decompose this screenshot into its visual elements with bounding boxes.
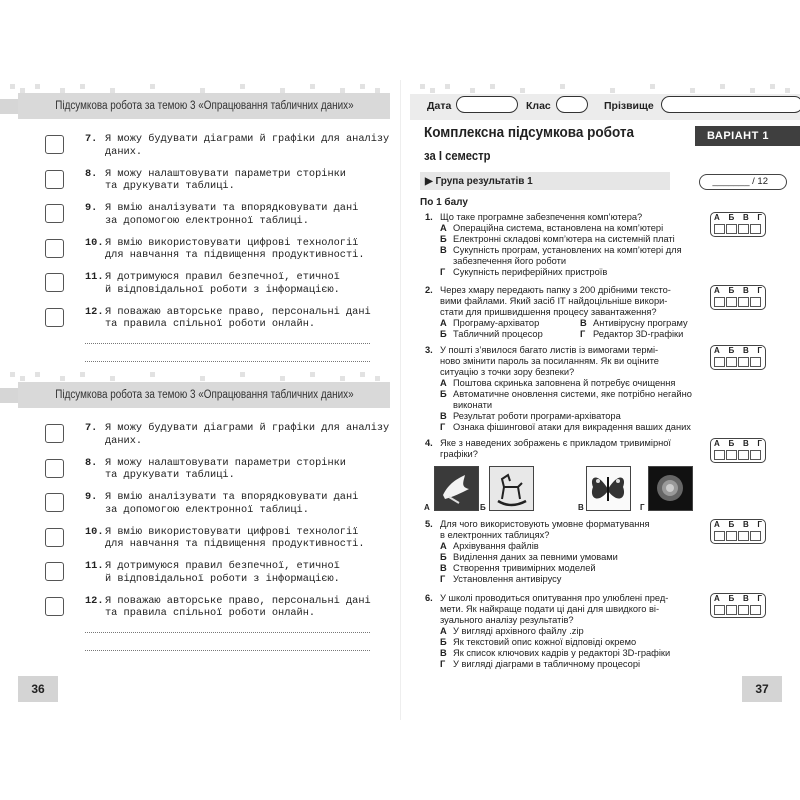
option-letter: А xyxy=(440,378,447,388)
butterfly-image xyxy=(586,466,631,511)
self-assessment-item xyxy=(45,168,375,192)
answer-letter: Г xyxy=(757,213,762,222)
self-check-box[interactable] xyxy=(45,273,64,292)
option-letter: Б xyxy=(440,389,447,399)
option-text: Як текстовий опис кожної відповіді окремо xyxy=(453,637,637,647)
answer-option xyxy=(440,574,700,585)
answer-letter: А xyxy=(714,346,720,355)
question-6 xyxy=(425,593,700,670)
answer-letter: Б xyxy=(728,594,735,603)
answer-cell[interactable] xyxy=(714,357,725,367)
answer-letter: В xyxy=(742,213,749,222)
self-assessment-item xyxy=(45,422,390,447)
question-number: 4. xyxy=(425,438,433,448)
option-text: Електронні складові комп’ютера на системній платі xyxy=(453,234,675,244)
answer-option xyxy=(440,637,700,648)
answer-option xyxy=(440,378,700,389)
item-number: 7. xyxy=(85,133,98,145)
option-letter: А xyxy=(440,541,447,551)
answer-letter: А xyxy=(714,520,720,529)
answer-cell[interactable] xyxy=(738,605,749,615)
question-number: 5. xyxy=(425,519,433,529)
answer-option xyxy=(440,659,700,670)
answer-cell[interactable] xyxy=(714,531,725,541)
answer-cell[interactable] xyxy=(750,531,761,541)
answer-letter: А xyxy=(714,594,720,603)
answer-cell[interactable] xyxy=(714,297,725,307)
answer-letter: Б xyxy=(728,286,735,295)
option-text: Поштова скринька заповнена й потребує очищення xyxy=(453,378,676,388)
answer-letter: Г xyxy=(757,286,762,295)
self-check-box[interactable] xyxy=(45,424,64,443)
item-text: Я вмію аналізувати та впорядковувати дані за допомогою електронної таблиці. xyxy=(105,491,359,516)
points-section-label: По 1 балу xyxy=(420,197,468,208)
option-text: Сукупність периферійних пристроїв xyxy=(453,267,608,277)
book-spine xyxy=(400,80,401,720)
item-number: 9. xyxy=(85,202,98,214)
option-text: У вигляді діаграми в табличному процесорі xyxy=(453,659,641,669)
question-text: Що таке програмне забезпечення комп’ютера? xyxy=(440,212,643,222)
option-text: Антивірусну програму xyxy=(593,318,688,328)
answer-option xyxy=(440,234,700,245)
answer-option xyxy=(440,648,700,659)
answer-letter: Г xyxy=(757,520,762,529)
answer-box xyxy=(710,212,766,237)
answer-cell[interactable] xyxy=(714,605,725,615)
answer-option-row xyxy=(440,318,700,329)
image-label-a: А xyxy=(424,503,430,512)
item-text: Я можу налаштовувати параметри сторінки та друкувати таблиці. xyxy=(105,167,346,192)
self-assessment-item xyxy=(45,306,375,330)
option-letter: В xyxy=(440,648,447,658)
answer-cell[interactable] xyxy=(738,297,749,307)
answer-box xyxy=(710,519,766,544)
option-text: Виділення даних за певними умовами xyxy=(453,552,618,562)
question-3 xyxy=(425,345,700,433)
option-letter: В xyxy=(440,411,447,421)
answer-cell[interactable] xyxy=(738,450,749,460)
answer-box xyxy=(710,345,766,370)
self-check-box[interactable] xyxy=(45,597,64,616)
answer-cell[interactable] xyxy=(726,357,737,367)
option-letter: Г xyxy=(440,267,446,277)
results-group-header: ▶ Група результатів 1 xyxy=(420,172,670,190)
answer-option xyxy=(440,541,700,552)
question-text: Для чого використовують умовне форматування в електронних таблицях? xyxy=(440,519,650,540)
dove-image xyxy=(434,466,479,511)
option-letter: В xyxy=(440,245,447,255)
date-field[interactable] xyxy=(456,96,518,113)
test-title: Комплексна підсумкова робота xyxy=(424,124,635,141)
item-number: 9. xyxy=(85,491,98,503)
option-letter: Г xyxy=(580,329,586,339)
self-assessment-item xyxy=(45,491,375,515)
answer-cell[interactable] xyxy=(738,531,749,541)
self-assessment-header xyxy=(18,382,390,408)
answer-option xyxy=(440,411,700,422)
notes-line xyxy=(85,343,370,344)
self-check-box[interactable] xyxy=(45,562,64,581)
answer-cell[interactable] xyxy=(726,450,737,460)
test-subtitle: за І семестр xyxy=(424,149,491,163)
class-field[interactable] xyxy=(556,96,588,113)
answer-letter: Б xyxy=(728,520,735,529)
notes-line xyxy=(85,361,370,362)
answer-box xyxy=(710,285,766,310)
answer-cells xyxy=(714,605,761,615)
answer-box-letters xyxy=(714,213,762,222)
answer-box-letters xyxy=(714,520,762,529)
question-5 xyxy=(425,519,700,585)
self-assessment-item xyxy=(45,595,375,619)
answer-option xyxy=(440,422,700,433)
class-label: Клас xyxy=(526,100,551,112)
self-check-box[interactable] xyxy=(45,459,64,478)
answer-option xyxy=(440,223,700,234)
answer-letter: В xyxy=(742,594,749,603)
item-text: Я поважаю авторське право, персональні дані та правила спільної роботи онлайн. xyxy=(105,594,371,619)
answer-letter: В xyxy=(742,439,749,448)
answer-letter: А xyxy=(714,286,720,295)
question-2 xyxy=(425,285,700,340)
answer-letter: Г xyxy=(757,594,762,603)
option-text: Програму-архіватор xyxy=(453,318,540,328)
item-number: 10. xyxy=(85,236,104,249)
margin-tab xyxy=(0,388,18,403)
item-text: Я дотримуюся правил безпечної, етичної й відповідальної роботи з інформацією. xyxy=(105,560,340,585)
answer-letter: Г xyxy=(757,439,762,448)
option-letter: Б xyxy=(440,637,447,647)
item-number: 12. xyxy=(85,594,104,607)
item-text: Я вмію використовувати цифрові технології для навчання та підвищення продуктивності. xyxy=(105,236,365,261)
answer-cell[interactable] xyxy=(714,224,725,234)
self-assessment-item xyxy=(45,526,375,550)
option-letter: Г xyxy=(440,659,446,669)
answer-option-row xyxy=(440,329,700,340)
answer-option xyxy=(440,267,700,278)
item-number: 8. xyxy=(85,167,98,180)
self-check-box[interactable] xyxy=(45,308,64,327)
answer-letter: В xyxy=(742,286,749,295)
answer-box-letters xyxy=(714,439,762,448)
item-text: Я вмію аналізувати та впорядковувати дані за допомогою електронної таблиці. xyxy=(105,202,359,227)
image-label-b: Б xyxy=(480,503,486,512)
item-number: 11. xyxy=(85,271,104,283)
option-text: Сукупність програм, установлених на комп’ютері для забезпечення його роботи xyxy=(453,245,682,266)
answer-cells xyxy=(714,531,761,541)
option-text: Результат роботи програми-архіватора xyxy=(453,411,621,421)
answer-letter: Г xyxy=(757,346,762,355)
margin-tab xyxy=(0,99,18,114)
answer-cell[interactable] xyxy=(738,224,749,234)
item-text: Я можу будувати діаграми й графіки для аналізу даних. xyxy=(105,422,390,447)
answer-option xyxy=(440,329,543,340)
item-text: Я дотримуюся правил безпечної, етичної й відповідальної роботи з інформацією. xyxy=(105,271,340,296)
notes-line xyxy=(85,650,370,651)
answer-option xyxy=(440,318,539,329)
item-number: 7. xyxy=(85,422,98,434)
option-letter: А xyxy=(440,223,447,233)
answer-box xyxy=(710,438,766,463)
item-number: 10. xyxy=(85,525,104,538)
self-assessment-header xyxy=(18,93,390,119)
answer-cell[interactable] xyxy=(750,450,761,460)
answer-cells xyxy=(714,224,761,234)
option-letter: Г xyxy=(440,422,446,432)
answer-cell[interactable] xyxy=(738,357,749,367)
question-text: Яке з наведених зображень є прикладом тривимірної графіки? xyxy=(440,438,672,459)
answer-letter: В xyxy=(742,520,749,529)
answer-cell[interactable] xyxy=(750,224,761,234)
option-text: Операційна система, встановлена на комп’ютері xyxy=(453,223,664,233)
option-text: Табличний процесор xyxy=(453,329,543,339)
answer-cell[interactable] xyxy=(726,224,737,234)
answer-letter: Б xyxy=(728,439,735,448)
variant-badge: ВАРІАНТ 1 xyxy=(695,126,800,146)
option-letter: В xyxy=(580,318,587,328)
item-number: 12. xyxy=(85,305,104,318)
header-text: Підсумкова робота за темою 3 «Опрацювання табличних даних» xyxy=(54,389,354,401)
self-assessment-item xyxy=(45,271,375,295)
answer-box-letters xyxy=(714,594,762,603)
date-label: Дата xyxy=(427,100,452,112)
option-letter: В xyxy=(440,563,447,573)
option-text: Архівування файлів xyxy=(453,541,539,551)
page-number-right: 37 xyxy=(742,676,782,702)
self-check-box[interactable] xyxy=(45,170,64,189)
image-label-c: В xyxy=(578,503,584,512)
answer-option xyxy=(440,626,700,637)
answer-letter: Б xyxy=(728,213,735,222)
notes-line xyxy=(85,632,370,633)
answer-box-letters xyxy=(714,346,762,355)
answer-cell[interactable] xyxy=(750,605,761,615)
answer-cell[interactable] xyxy=(726,531,737,541)
answer-letter: В xyxy=(742,346,749,355)
question-4 xyxy=(425,438,700,460)
rose-3d-image xyxy=(648,466,693,511)
answer-option xyxy=(440,245,700,267)
option-letter: Б xyxy=(440,329,447,339)
rocking-horse-image xyxy=(489,466,534,511)
question-text: Через хмару передають папку з 200 дрібними тексто- вими файлами. Який засіб ІТ найдоцільніше викори- стати для пришвидшення процесу завантаження? xyxy=(440,285,671,317)
option-text: Створення тривимірних моделей xyxy=(453,563,596,573)
answer-cells xyxy=(714,357,761,367)
answer-cell[interactable] xyxy=(750,357,761,367)
answer-box xyxy=(710,593,766,618)
option-text: У вигляді архівного файлу .zip xyxy=(453,626,584,636)
self-check-box[interactable] xyxy=(45,135,64,154)
question-number: 3. xyxy=(425,345,433,355)
answer-box-letters xyxy=(714,286,762,295)
image-label-d: Г xyxy=(640,503,645,512)
option-text: Ознака фішингової атаки для викрадення ваших даних xyxy=(453,422,691,432)
self-assessment-item xyxy=(45,202,375,226)
answer-cell[interactable] xyxy=(714,450,725,460)
answer-cell[interactable] xyxy=(726,297,737,307)
item-number: 11. xyxy=(85,560,104,572)
question-text: У школі проводиться опитування про улюблені пред- мети. Як найкраще подати ці дані для швидкого ві- зуального аналізу результатів? xyxy=(440,593,669,625)
option-letter: Б xyxy=(440,234,447,244)
answer-cells xyxy=(714,297,761,307)
surname-field[interactable] xyxy=(661,96,800,113)
item-text: Я можу налаштовувати параметри сторінки та друкувати таблиці. xyxy=(105,456,346,481)
item-text: Я можу будувати діаграми й графіки для аналізу даних. xyxy=(105,133,390,158)
option-text: Редактор 3D-графіки xyxy=(593,329,684,339)
option-text: Автоматичне оновлення системи, яке потрібно негайно виконати xyxy=(453,389,692,410)
item-text: Я вмію використовувати цифрові технології для навчання та підвищення продуктивності. xyxy=(105,525,365,550)
self-assessment-item xyxy=(45,133,390,158)
self-check-box[interactable] xyxy=(45,493,64,512)
self-check-box[interactable] xyxy=(45,528,64,547)
option-letter: Б xyxy=(440,552,447,562)
answer-cell[interactable] xyxy=(726,605,737,615)
question-number: 2. xyxy=(425,285,433,295)
decorative-pixel-strip xyxy=(0,372,390,382)
question-1 xyxy=(425,212,700,278)
answer-option xyxy=(440,563,700,574)
option-text: Як список ключових кадрів у редакторі 3D-графіки xyxy=(453,648,671,658)
item-text: Я поважаю авторське право, персональні дані та правила спільної роботи онлайн. xyxy=(105,305,371,330)
option-letter: А xyxy=(440,626,447,636)
option-letter: Г xyxy=(440,574,446,584)
decorative-pixel-strip xyxy=(0,84,390,94)
option-letter: А xyxy=(440,318,447,328)
decorative-pixel-strip xyxy=(410,84,800,94)
answer-cells xyxy=(714,450,761,460)
question-number: 1. xyxy=(425,212,433,222)
answer-option xyxy=(580,329,683,340)
score-field[interactable]: _______ / 12 xyxy=(699,174,787,190)
self-assessment-item xyxy=(45,237,375,261)
answer-option xyxy=(440,389,700,411)
header-text: Підсумкова робота за темою 3 «Опрацювання табличних даних» xyxy=(54,100,354,112)
answer-letter: А xyxy=(714,439,720,448)
page-number-left: 36 xyxy=(18,676,58,702)
question-text: У пошті з’явилося багато листів із вимогами термі- ново змінити пароль за посиланням. Як ви оціните ситуацію з точки зору безпеки? xyxy=(440,345,659,377)
answer-letter: А xyxy=(714,213,720,222)
answer-letter: Б xyxy=(728,346,735,355)
item-number: 8. xyxy=(85,456,98,469)
surname-label: Прізвище xyxy=(604,100,654,112)
option-text: Установлення антивірусу xyxy=(453,574,562,584)
answer-option xyxy=(440,552,700,563)
self-assessment-item xyxy=(45,560,375,584)
self-check-box[interactable] xyxy=(45,204,64,223)
answer-cell[interactable] xyxy=(750,297,761,307)
question-number: 6. xyxy=(425,593,433,603)
self-check-box[interactable] xyxy=(45,239,64,258)
self-assessment-item xyxy=(45,457,375,481)
answer-option xyxy=(580,318,688,329)
